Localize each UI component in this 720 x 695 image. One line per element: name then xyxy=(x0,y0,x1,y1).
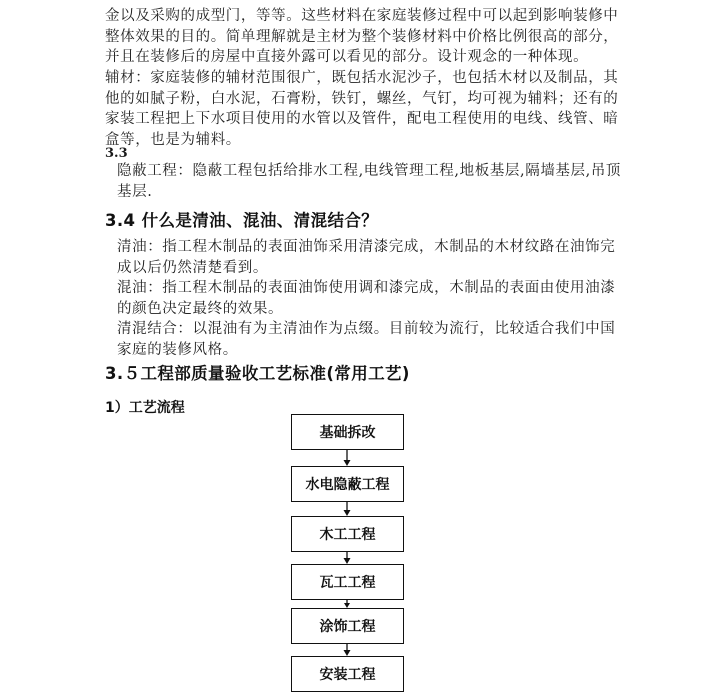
flow-arrow-icon xyxy=(339,644,355,656)
paragraph-line: 金以及采购的成型门，等等。这些材料在家庭装修过程中可以起到影响装修中 xyxy=(105,8,619,24)
flow-step-label: 安装工程 xyxy=(319,667,376,683)
main-materials-paragraph xyxy=(105,6,625,68)
paragraph-line: 清混结合：以混油有为主清油作为点缀。目前较为流行，比较适合我们中国 xyxy=(117,321,616,337)
concealed-works-paragraph xyxy=(117,161,627,202)
paragraph-line: 家装工程把上下水项目使用的水管以及管件，配电工程使用的电线、线管、暗 xyxy=(105,111,619,127)
paragraph-line: 辅材：家庭装修的辅材范围很广，既包括水泥沙子，也包括木材以及制品，其 xyxy=(105,70,619,86)
flow-step-box xyxy=(291,564,404,600)
flow-step-label: 基础拆改 xyxy=(319,425,376,441)
section-number-3-3: 3.3 xyxy=(105,146,128,161)
flow-arrow-icon xyxy=(339,552,355,564)
paragraph-line: 基层. xyxy=(117,183,153,200)
flow-arrow-icon xyxy=(339,502,355,516)
paragraph-line: 并且在装修后的房屋中直接外露可以看见的部分。设计观念的一种体现。 xyxy=(105,49,589,65)
paragraph-line: 家庭的装修风格。 xyxy=(117,341,238,358)
paragraph-line: 他的如腻子粉，白水泥，石膏粉，铁钉，螺丝，气钉，均可视为辅料；还有的 xyxy=(105,90,619,107)
flow-step-label: 瓦工工程 xyxy=(319,575,376,591)
flow-step-label: 涂饰工程 xyxy=(319,619,376,635)
flow-step-box xyxy=(291,466,404,502)
flow-step-box xyxy=(291,414,404,450)
flow-step-box xyxy=(291,608,404,644)
flow-step-label: 水电隐蔽工程 xyxy=(305,477,390,493)
paragraph-line: 成以后仍然清楚看到。 xyxy=(117,259,268,276)
flow-step-box xyxy=(291,516,404,552)
paragraph-line: 盒等，也是为辅料。 xyxy=(105,131,241,148)
flow-step-box xyxy=(291,656,404,692)
section-heading-3-5: 3.５工程部质量验收工艺标准(常用工艺) xyxy=(105,364,410,383)
paragraph-line: 隐蔽工程：隐蔽工程包括给排水工程,电线管理工程,地板基层,隔墙基层,吊顶 xyxy=(117,163,622,179)
auxiliary-materials-paragraph xyxy=(105,68,625,150)
flow-arrow-icon xyxy=(339,450,355,466)
flow-step-label: 木工工程 xyxy=(319,527,376,543)
process-flow-subheading: 1）工艺流程 xyxy=(105,400,185,416)
paragraph-line: 的颜色决定最终的效果。 xyxy=(117,300,284,317)
section-heading-3-4: 3.4 什么是清油、混油、清混结合？ xyxy=(105,211,379,230)
paragraph-line: 清油：指工程木制品的表面油饰采用清漆完成，木制品的木材纹路在油饰完 xyxy=(117,239,616,255)
paragraph-line: 混油：指工程木制品的表面油饰使用调和漆完成，木制品的表面由使用油漆 xyxy=(117,280,616,296)
paint-types-paragraph xyxy=(117,237,627,360)
paragraph-line: 整体效果的目的。简单理解就是主材为整个装修材料中价格比例很高的部分， xyxy=(105,28,619,45)
flow-arrow-icon xyxy=(339,600,355,608)
